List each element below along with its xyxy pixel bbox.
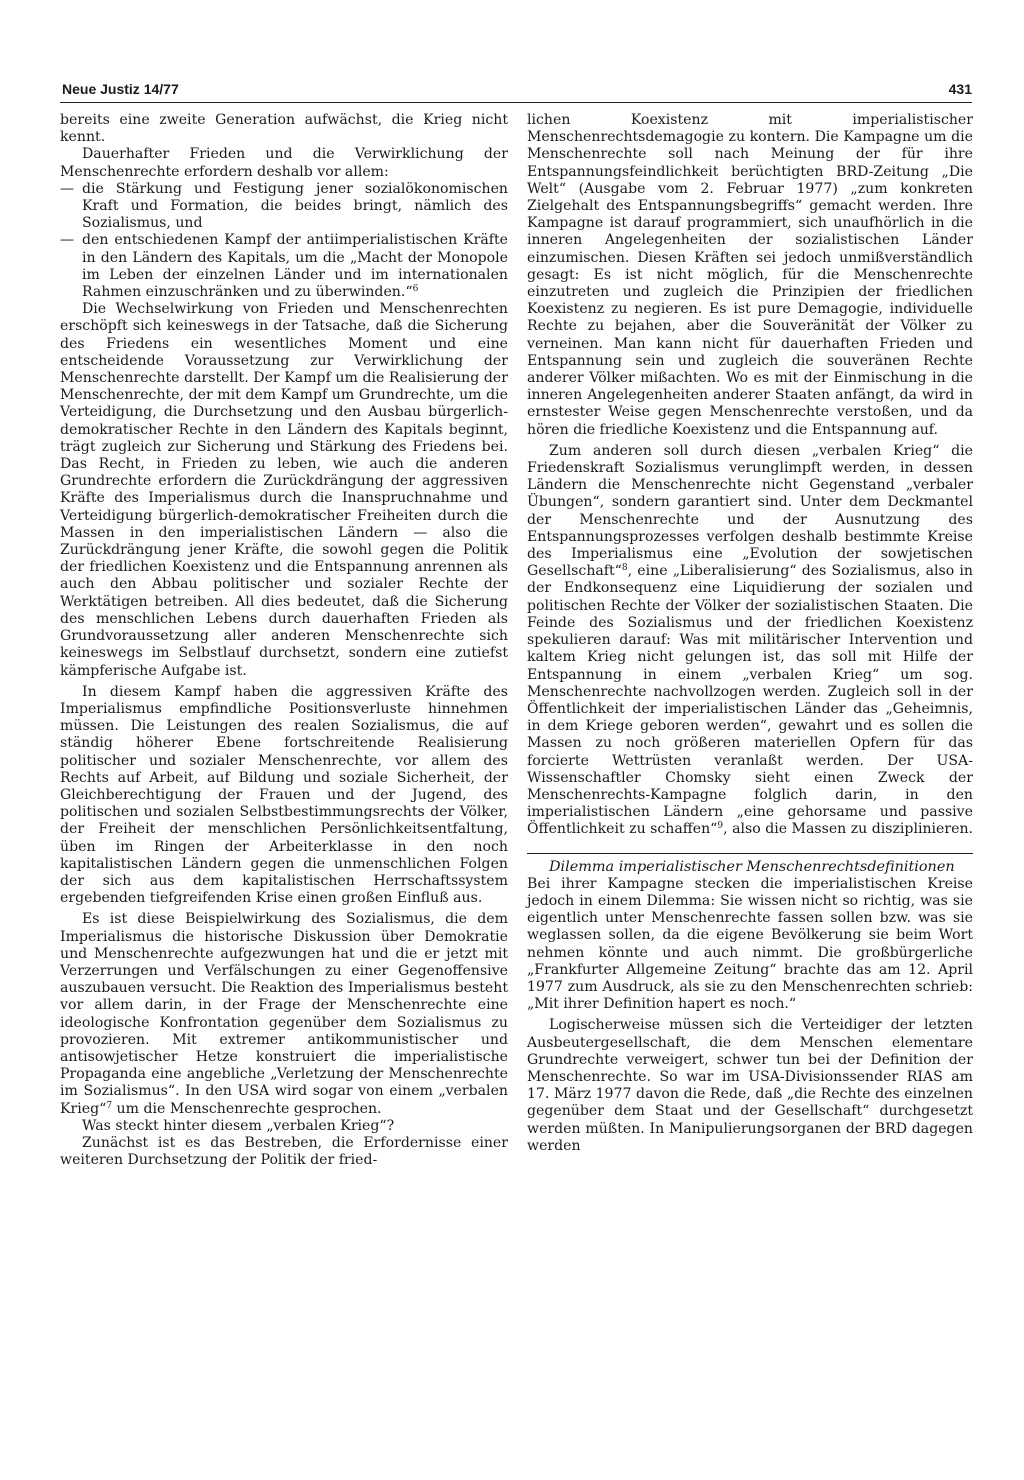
- paragraph: bereits eine zweite Generation aufwächst, die Krieg nicht kennt.: [60, 112, 508, 146]
- paragraph: [60, 911, 508, 1117]
- list-item: [60, 181, 508, 233]
- list-item: [60, 232, 508, 301]
- dash-marker: —: [60, 180, 75, 197]
- paragraph: Logischerweise müssen sich die Verteidiger der letzten Ausbeutergesellschaft, die dem Menschen elementare Grundrechte verweigert, schwer tun bei der Definition der Menschenrechte. So war im USA-Divisionssender RIAS am 17. März 1977 davon die Rede, daß „die Rechte des einzelnen gegenüber dem Staat und der Gesellschaft“ durchgesetzt werden müßten. In Manipulierungsorganen der BRD dagegen werden: [527, 1017, 973, 1154]
- paragraph-text: , also die Massen zu disziplinieren.: [723, 821, 974, 838]
- paragraph-text: , eine „Liberalisierung“ des Sozialismus, also in der Endkonsequenz eine Liquidierung der sozialen und politischen Rechte der Völker der sozialistischen Staaten. Die Feinde des Sozialismus und der friedlichen Koexistenz spekulieren darauf: Was mit militärischer Intervention und kaltem Krieg nicht gelungen ist, das soll mit Hilfe der Entspannung in einem „verbalen Krieg“ um sog. Menschenrechte nachvollzogen werden. Zugleich soll in der Öffentlichkeit der imperialistischen Länder das „Geheimnis, in dem Kriege geboren werden“, gewahrt und es sollen die Massen zu noch größeren materiellen Opfern für das forcierte Wettrüsten veranlaßt werden. Der USA-Wissenschaftler Chomsky sieht einen Zweck der Menschenrechts-Kampagne folglich darin, in den imperialistischen Ländern „eine gehorsame und passive Öffentlichkeit zu schaffen“: [527, 563, 973, 838]
- list-item-text: die Stärkung und Festigung jener sozialökonomischen Kraft und Formation, die beides bringt, nämlich des Sozialismus, und: [82, 180, 508, 232]
- right-column: [527, 112, 973, 1155]
- paragraph-text: Zum anderen soll durch diesen „verbalen Krieg“ die Friedenskraft Sozialismus verunglimpft werden, in dessen Ländern die Menschenrechte nicht Gegenstand „verbaler Übungen“, sondern garantiert sind. Unter dem Deckmantel der Menschenrechte und der Ausnutzung des Entspannungsprozesses verfolgen deshalb bestimmte Kreise des Imperialismus eine „Evolution der sowjetischen Gesellschaft“: [527, 442, 973, 580]
- paragraph: In diesem Kampf haben die aggressiven Kräfte des Imperialismus empfindliche Positionsverluste hinnehmen müssen. Die Leistungen des realen Sozialismus, die auf ständig höherer Ebene fortschreitende Realisierung politischer und sozialer Menschenrechte, vor allem des Rechts auf Arbeit, auf Bildung und soziale Sicherheit, der Gleichberechtigung der Frauen und der Jugend, des politischen und sozialen Selbstbestimmungsrechts der Völker, der Freiheit der menschlichen Persönlichkeitsentfaltung, üben im Ringen der Arbeiterklasse in den noch kapitalistischen Ländern gegen die unmenschlichen Folgen der sich aus dem kapitalistischen Herrschaftssystem ergebenden tiefgreifenden Krise einen großen Einfluß aus.: [60, 683, 508, 907]
- section-divider: [527, 853, 973, 854]
- footnote-ref: 6: [412, 284, 419, 295]
- paragraph: Bei ihrer Kampagne stecken die imperialistischen Kreise jedoch in einem Dilemma: Sie wissen nicht so richtig, was sie eigentlich unter Menschenrechte fassen sollen bzw. was sie weglassen sollen, da die eigene Bevölkerung sie beim Wort nehmen könnte und auch nimmt. Die großbürgerliche „Frankfurter Allgemeine Zeitung“ brachte das am 12. April 1977 zum Ausdruck, als sie zu den Menschenrechten schrieb: „Mit ihrer Definition hapert es noch.“: [527, 875, 973, 1013]
- paragraph: lichen Koexistenz mit imperialistischer Menschenrechtsdemagogie zu kontern. Die Kampagne um die Menschenrechte soll nach Meinung der für ihre Entspannungsfeindlichkeit berüchtigten BRD-Zeitung „Die Welt“ (Ausgabe vom 2. Februar 1977) „zum konkreten Zielgehalt des Entspannungsbegriffs“ gemacht werden. Ihre Kampagne ist darauf programmiert, sich unaufhörlich in die inneren Angelegenheiten der sozialistischen Länder einzumischen. Diesen Kräften sei jedoch unmißverständlich gesagt: Es ist nicht möglich, für die Menschenrechte einzutreten und zugleich die Prinzipien der friedlichen Koexistenz zu negieren. Es ist pure Demagogie, individuelle Rechte zu bejahen, aber die Souveränität der Völker zu verneinen. Man kann nicht für dauerhaften Frieden und Entspannung sein und zugleich die souveränen Rechte anderer Völker mißachten. Wo es mit der Einmischung in die inneren Angelegenheiten anderer Staaten anfängt, da wird in ernstester Weise gegen Menschenrechte verstoßen, und da hören die friedliche Koexistenz und die Entspannung auf.: [527, 112, 973, 438]
- paragraph: [527, 443, 973, 839]
- paragraph-text: Es ist diese Beispielwirkung des Sozialismus, die dem Imperialismus die historische Diskussion über Demokratie und Menschenrechte aufgezwungen hat und die er jetzt mit Verzerrungen und Verfälschungen zu einer Gegenoffensive auszubauen versucht. Die Reaktion des Imperialismus besteht vor allem darin, in der Frage der Menschenrechte eine ideologische Konfrontation gegenüber dem Sozialismus zu provozieren. Mit extremer antikommunistischer und antisowjetischer Hetze konstruiert die imperialistische Propaganda eine angebliche „Verletzung der Menschenrechte im Sozialismus“. In den USA wird sogar von einem „verbalen Krieg“: [60, 911, 508, 1117]
- section-heading: Dilemma imperialistischer Menschenrechtsdefinitionen: [549, 858, 955, 875]
- footnote-ref: 8: [621, 563, 628, 574]
- page-number: 431: [948, 81, 972, 97]
- paragraph: Zunächst ist es das Bestreben, die Erfordernisse einer weiteren Durchsetzung der Politik der fried-: [60, 1134, 508, 1169]
- paragraph: Dauerhafter Frieden und die Verwirklichung der Menschenrechte erfordern deshalb vor allem:: [60, 146, 508, 180]
- paragraph: Was steckt hinter diesem „verbalen Krieg“?: [82, 1117, 395, 1134]
- paragraph: Die Wechselwirkung von Frieden und Menschenrechten erschöpft sich keineswegs in der Tatsache, daß die Sicherung des Friedens ein wesentliches Moment und eine entscheidende Voraussetzung zur Verwirklichung der Menschenrechte darstellt. Der Kampf um die Realisierung der Menschenrechte, der mit dem Kampf um Grundrechte, um die Verteidigung, die Durchsetzung und den Ausbau bürgerlich-demokratischer Rechte in den Ländern des Kapitals beginnt, trägt zugleich zur Sicherung und Stärkung des Friedens bei. Das Recht, in Frieden zu leben, wie auch die anderen Grundrechte erfordern die Zurückdrängung der aggressiven Kräfte des Imperialismus durch die Inanspruchnahme und Verteidigung bürgerlich-demokratischer Freiheiten durch die Massen in den imperialistischen Ländern — also die Zurückdrängung jener Kräfte, die sowohl gegen die Politik der friedlichen Koexistenz und die Entspannung anrennen als auch den Abbau politischer und sozialer Rechte der Werktätigen betreiben. All dies bedeutet, daß die Sicherung des menschlichen Lebens durch dauerhaften Frieden als Grundvoraussetzung aller anderen Menschenrechte sich keineswegs im Selbstlauf durchsetzt, sondern eine zutiefst kämpferische Aufgabe ist.: [60, 301, 508, 679]
- list-item-text: den entschiedenen Kampf der antiimperialistischen Kräfte in den Ländern des Kapitals, um die „Macht der Monopole im Leben der einzelnen Länder und im internationalen Rahmen einzuschränken und zu überwinden.“: [82, 232, 508, 301]
- paragraph-text: um die Menschenrechte gesprochen.: [112, 1100, 382, 1117]
- page-header: [60, 80, 972, 103]
- journal-title: Neue Justiz 14/77: [62, 81, 179, 97]
- footnote-ref: 7: [106, 1100, 113, 1111]
- dash-marker: —: [60, 232, 75, 249]
- footnote-ref: 9: [717, 821, 724, 832]
- left-column: [60, 112, 508, 1169]
